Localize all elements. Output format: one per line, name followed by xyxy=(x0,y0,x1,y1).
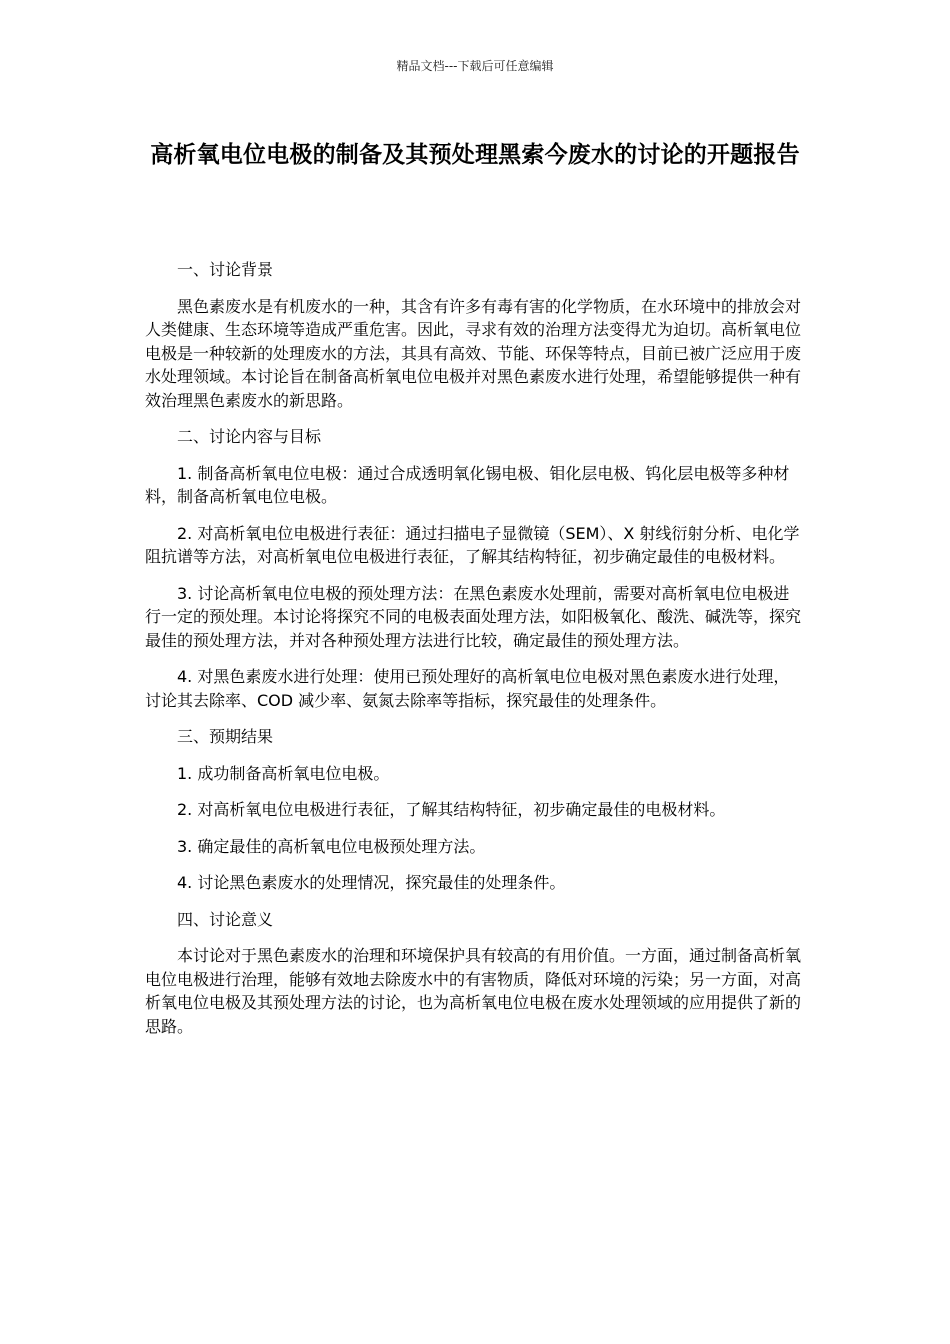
page-header-note: 精品文档---下载后可任意编辑 xyxy=(396,59,554,73)
document-title: 高析氧电位电极的制备及其预处理黑索今废水的讨论的开题报告 xyxy=(150,142,800,168)
section-heading-background: 一、讨论背景 xyxy=(177,260,274,279)
section-heading-significance: 四、讨论意义 xyxy=(177,909,274,929)
content-item-1: 1. 制备高析氧电位电极：通过合成透明氧化锡电极、钼化层电极、钨化层电极等多种材料，制备高析氧电位电极。 xyxy=(145,463,790,506)
paragraph-background: 黑色素废水是有机废水的一种，其含有许多有毒有害的化学物质，在水环境中的排放会对人类健康、生态环境等造成严重危害。因此，寻求有效的治理方法变得尤为迫切。高析氧电位电极是一种较新的处理废水的方法，其具有高效、节能、环保等特点，目前已被广泛应用于废水处理领域。本讨论旨在制备高析氧电位电极并对黑色素废水进行处理，希望能够提供一种有效治理黑色素废水的新思路。 xyxy=(145,296,802,410)
content-item-4: 4. 对黑色素废水进行处理：使用已预处理好的高析氧电位电极对黑色素废水进行处理，讨论其去除率、COD 减少率、氨氮去除率等指标，探究最佳的处理条件。 xyxy=(145,667,790,710)
paragraph-significance: 本讨论对于黑色素废水的治理和环境保护具有较高的有用价值。一方面，通过制备高析氧电位电极进行治理，能够有效地去除废水中的有害物质，降低对环境的污染；另一方面，对高析氧电位电极及其预处理方法的讨论，也为高析氧电位电极在废水处理领域的应用提供了新的思路。 xyxy=(145,946,802,1036)
document-body xyxy=(145,258,805,1051)
section-heading-content: 二、讨论内容与目标 xyxy=(177,427,322,446)
content-item-2: 2. 对高析氧电位电极进行表征：通过扫描电子显微镜（SEM）、X 射线衍射分析、电化学阻抗谱等方法，对高析氧电位电极进行表征，了解其结构特征，初步确定最佳的电极材料。 xyxy=(145,523,800,566)
result-item-1: 1. 成功制备高析氧电位电极。 xyxy=(177,763,390,783)
result-item-2: 2. 对高析氧电位电极进行表征，了解其结构特征，初步确定最佳的电极材料。 xyxy=(177,800,726,819)
result-item-4: 4. 讨论黑色素废水的处理情况，探究最佳的处理条件。 xyxy=(177,873,566,892)
section-heading-results: 三、预期结果 xyxy=(177,727,274,746)
content-item-3: 3. 讨论高析氧电位电极的预处理方法：在黑色素废水处理前，需要对高析氧电位电极进行一定的预处理。本讨论将探究不同的电极表面处理方法，如阳极氧化、酸洗、碱洗等，探究最佳的预处理方法，并对各种预处理方法进行比较，确定最佳的预处理方法。 xyxy=(145,583,802,650)
result-item-3: 3. 确定最佳的高析氧电位电极预处理方法。 xyxy=(177,836,486,856)
